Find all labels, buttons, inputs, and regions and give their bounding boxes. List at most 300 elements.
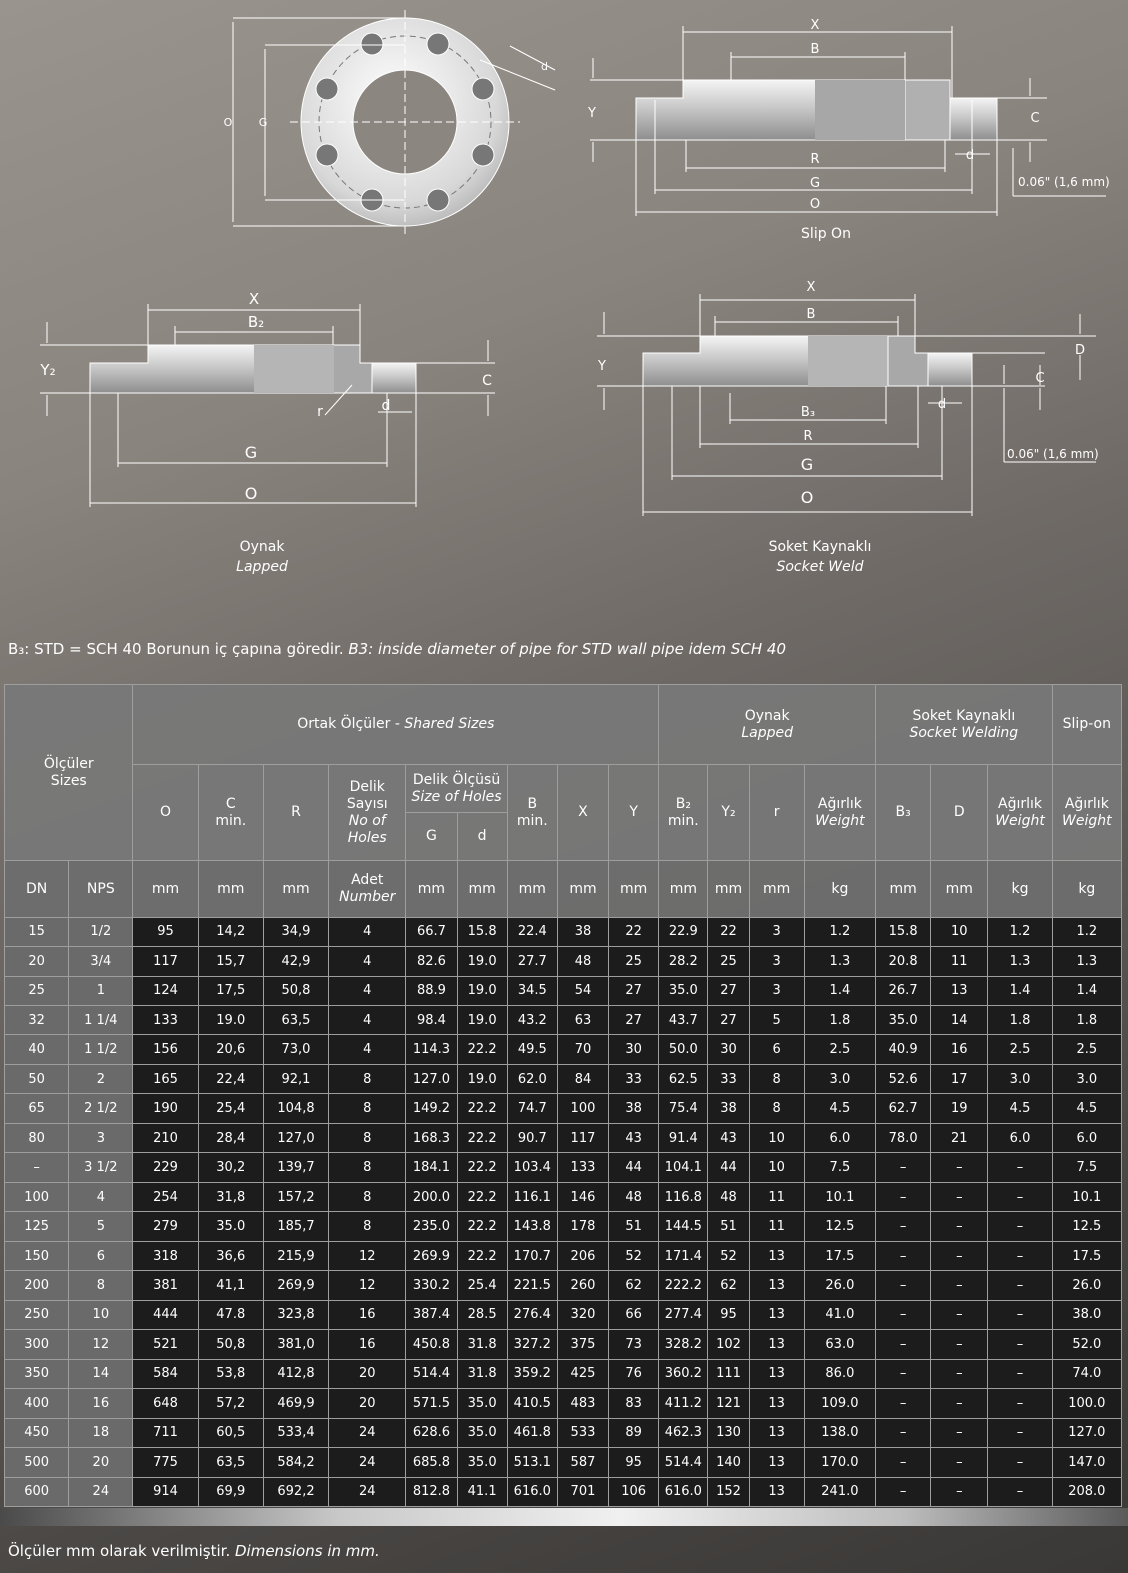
- table-cell: 8: [329, 1094, 406, 1123]
- col-D: [931, 765, 988, 861]
- table-cell: 66: [609, 1300, 659, 1329]
- table-cell: 13: [749, 1271, 804, 1300]
- front-view: [233, 10, 555, 236]
- table-cell: 11: [931, 947, 988, 976]
- table-cell: 38: [708, 1094, 749, 1123]
- table-cell: –: [931, 1153, 988, 1182]
- table-cell: –: [988, 1448, 1052, 1477]
- table-cell: 130: [708, 1418, 749, 1447]
- table-cell: 450: [5, 1418, 69, 1447]
- table-cell: 22.2: [457, 1035, 507, 1064]
- table-cell: 4.5: [1052, 1094, 1121, 1123]
- table-cell: 279: [133, 1212, 198, 1241]
- table-cell: –: [988, 1212, 1052, 1241]
- table-cell: 13: [749, 1389, 804, 1418]
- table-cell: 63,5: [198, 1448, 263, 1477]
- table-cell: 15,7: [198, 947, 263, 976]
- unit-label: Adet: [351, 872, 384, 889]
- table-cell: 628.6: [406, 1418, 457, 1447]
- table-cell: 52: [609, 1241, 659, 1270]
- table-cell: 3: [69, 1123, 133, 1152]
- table-cell: 6: [749, 1035, 804, 1064]
- table-cell: –: [931, 1182, 988, 1211]
- table-cell: 22.2: [457, 1182, 507, 1211]
- table-cell: 50,8: [263, 976, 328, 1005]
- table-cell: 584: [133, 1359, 198, 1388]
- lapped-label-X: X: [248, 290, 260, 308]
- unit-cell: [931, 861, 988, 917]
- col-X: [557, 765, 608, 861]
- table-cell: 17: [931, 1064, 988, 1093]
- table-cell: 8: [329, 1182, 406, 1211]
- table-cell: 47.8: [198, 1300, 263, 1329]
- col-G: [406, 813, 457, 861]
- table-cell: 6.0: [804, 1123, 875, 1152]
- socket-caption-tr: Soket Kaynaklı: [768, 539, 872, 555]
- table-cell: 69,9: [198, 1477, 263, 1506]
- col-R-label: R: [291, 804, 301, 821]
- col-d: [457, 813, 507, 861]
- table-cell: 22.4: [507, 917, 557, 946]
- unit-cell: [708, 861, 749, 917]
- table-cell: –: [931, 1300, 988, 1329]
- table-cell: 95: [133, 917, 198, 946]
- lapped-label-O: O: [244, 484, 258, 503]
- slip-on-label-X: X: [810, 18, 820, 33]
- unit-label: mm: [217, 880, 245, 897]
- table-cell: 222.2: [659, 1271, 708, 1300]
- table-cell: 775: [133, 1448, 198, 1477]
- table-cell: 13: [931, 976, 988, 1005]
- col-G-label: G: [426, 828, 437, 845]
- table-cell: 90.7: [507, 1123, 557, 1152]
- table-cell: 300: [5, 1330, 69, 1359]
- table-cell: –: [988, 1330, 1052, 1359]
- table-cell: 22: [708, 917, 749, 946]
- table-row: [5, 947, 1122, 976]
- table-cell: 3 1/2: [69, 1153, 133, 1182]
- table-cell: 1.2: [988, 917, 1052, 946]
- table-cell: 41,1: [198, 1271, 263, 1300]
- table-cell: 25,4: [198, 1094, 263, 1123]
- lapped-caption-en: Lapped: [236, 559, 288, 575]
- table-cell: 6.0: [1052, 1123, 1121, 1152]
- table-cell: 38: [557, 917, 608, 946]
- table-cell: 8: [329, 1153, 406, 1182]
- table-cell: 22.2: [457, 1094, 507, 1123]
- table-cell: 41.0: [804, 1300, 875, 1329]
- socket-caption: [750, 537, 890, 577]
- table-cell: 12.5: [1052, 1212, 1121, 1241]
- col-wt3-tr: Ağırlık: [1064, 795, 1109, 812]
- table-cell: 63,5: [263, 1006, 328, 1035]
- table-cell: 16: [931, 1035, 988, 1064]
- table-cell: 10: [749, 1123, 804, 1152]
- table-cell: 30,2: [198, 1153, 263, 1182]
- table-row: [5, 1123, 1122, 1152]
- table-cell: 19.0: [198, 1006, 263, 1035]
- table-cell: 60,5: [198, 1418, 263, 1447]
- table-cell: –: [876, 1359, 931, 1388]
- table-cell: 514.4: [406, 1359, 457, 1388]
- table-cell: 2.5: [804, 1035, 875, 1064]
- table-cell: 65: [5, 1094, 69, 1123]
- table-cell: 5: [749, 1006, 804, 1035]
- table-cell: 24: [69, 1477, 133, 1506]
- table-cell: 469,9: [263, 1389, 328, 1418]
- table-cell: 16: [69, 1389, 133, 1418]
- table-cell: 462.3: [659, 1418, 708, 1447]
- table-cell: –: [5, 1153, 69, 1182]
- col-Y: [609, 765, 659, 861]
- table-cell: 19.0: [457, 1064, 507, 1093]
- table-cell: 75.4: [659, 1094, 708, 1123]
- table-cell: 250: [5, 1300, 69, 1329]
- table-cell: 133: [557, 1153, 608, 1182]
- table-cell: 44: [609, 1153, 659, 1182]
- table-cell: 483: [557, 1389, 608, 1418]
- table-cell: –: [988, 1389, 1052, 1418]
- table-cell: 571.5: [406, 1389, 457, 1418]
- table-cell: 27: [609, 1006, 659, 1035]
- table-cell: –: [931, 1389, 988, 1418]
- table-cell: 2: [69, 1064, 133, 1093]
- table-cell: 89: [609, 1418, 659, 1447]
- lapped-header-tr: Oynak: [744, 707, 790, 724]
- table-cell: 76: [609, 1359, 659, 1388]
- slip-on-label-G: G: [809, 176, 821, 191]
- slip-on-label-C: C: [1030, 111, 1040, 126]
- table-cell: 323,8: [263, 1300, 328, 1329]
- table-cell: 4: [69, 1182, 133, 1211]
- unit-number-label: Number: [339, 889, 396, 906]
- table-cell: 513.1: [507, 1448, 557, 1477]
- table-cell: 103.4: [507, 1153, 557, 1182]
- footer-tr: Ölçüler mm olarak verilmiştir.: [8, 1542, 231, 1560]
- table-cell: 328.2: [659, 1330, 708, 1359]
- table-cell: 20: [329, 1359, 406, 1388]
- header-row-groups: [5, 685, 1122, 765]
- table-cell: 1.4: [804, 976, 875, 1005]
- col-O: [133, 765, 198, 861]
- table-cell: 400: [5, 1389, 69, 1418]
- table-row: [5, 1212, 1122, 1241]
- table-row: [5, 1241, 1122, 1270]
- table-cell: 22.2: [457, 1123, 507, 1152]
- table-row: [5, 1006, 1122, 1035]
- slipon-header: [1052, 685, 1121, 765]
- unit-label: mm: [714, 880, 743, 897]
- front-label-O: O: [223, 116, 233, 129]
- col-Y-label: Y: [629, 804, 638, 821]
- table-cell: 57,2: [198, 1389, 263, 1418]
- table-cell: 82.6: [406, 947, 457, 976]
- table-cell: 20,6: [198, 1035, 263, 1064]
- table-cell: 200.0: [406, 1182, 457, 1211]
- table-cell: 2 1/2: [69, 1094, 133, 1123]
- table-cell: –: [876, 1212, 931, 1241]
- table-row: [5, 1271, 1122, 1300]
- lapped-label-r: r: [317, 404, 323, 420]
- col-holes: [329, 765, 406, 861]
- table-cell: –: [876, 1241, 931, 1270]
- table-cell: 1.3: [1052, 947, 1121, 976]
- table-cell: 3/4: [69, 947, 133, 976]
- socket-label-R: R: [803, 429, 813, 444]
- socket-label-d: d: [937, 397, 947, 412]
- socket-label-Y: Y: [598, 359, 606, 374]
- table-row: [5, 1300, 1122, 1329]
- table-cell: 22.2: [457, 1153, 507, 1182]
- unit-label: mm: [569, 880, 597, 897]
- table-cell: 26.0: [1052, 1271, 1121, 1300]
- col-Y2: [708, 765, 749, 861]
- unit-cell: [804, 861, 875, 917]
- table-row: [5, 1094, 1122, 1123]
- shared-header-tr: Ortak Ölçüler -: [297, 716, 405, 733]
- table-cell: –: [876, 1330, 931, 1359]
- table-cell: 1.8: [804, 1006, 875, 1035]
- table-cell: 35.0: [659, 976, 708, 1005]
- table-cell: 269,9: [263, 1271, 328, 1300]
- unit-cell: [406, 861, 457, 917]
- slipon-header-label: Slip-on: [1062, 716, 1111, 733]
- table-cell: 8: [749, 1094, 804, 1123]
- table-cell: 73,0: [263, 1035, 328, 1064]
- table-cell: 43: [609, 1123, 659, 1152]
- table-cell: 2.5: [1052, 1035, 1121, 1064]
- unit-cell: [507, 861, 557, 917]
- table-cell: 13: [749, 1418, 804, 1447]
- table-cell: 13: [749, 1330, 804, 1359]
- table-cell: 139,7: [263, 1153, 328, 1182]
- table-cell: 25: [708, 947, 749, 976]
- table-cell: –: [876, 1389, 931, 1418]
- table-cell: 25: [5, 976, 69, 1005]
- table-cell: 100: [5, 1182, 69, 1211]
- table-cell: 210: [133, 1123, 198, 1152]
- table-cell: 26.7: [876, 976, 931, 1005]
- table-cell: 104,8: [263, 1094, 328, 1123]
- slip-on-label-B: B: [810, 42, 820, 57]
- unit-label: mm: [763, 880, 791, 897]
- table-cell: 138.0: [804, 1418, 875, 1447]
- table-cell: 411.2: [659, 1389, 708, 1418]
- socket-header-en: Socket Welding: [909, 724, 1019, 741]
- table-cell: 701: [557, 1477, 608, 1506]
- col-B3-label: B₃: [895, 804, 911, 821]
- table-cell: –: [988, 1418, 1052, 1447]
- table-cell: 117: [133, 947, 198, 976]
- table-cell: 269.9: [406, 1241, 457, 1270]
- table-cell: 143.8: [507, 1212, 557, 1241]
- table-cell: 12: [329, 1271, 406, 1300]
- table-cell: 24: [329, 1418, 406, 1447]
- front-label-G: G: [258, 116, 268, 129]
- table-cell: 124: [133, 976, 198, 1005]
- table-cell: 31,8: [198, 1182, 263, 1211]
- table-cell: 241.0: [804, 1477, 875, 1506]
- table-cell: 10.1: [1052, 1182, 1121, 1211]
- table-cell: 35.0: [457, 1418, 507, 1447]
- lapped-caption: [200, 537, 324, 577]
- table-cell: 62.5: [659, 1064, 708, 1093]
- table-cell: 35.0: [198, 1212, 263, 1241]
- table-cell: 318: [133, 1241, 198, 1270]
- table-cell: 2.5: [988, 1035, 1052, 1064]
- table-cell: 17.5: [1052, 1241, 1121, 1270]
- table-cell: 648: [133, 1389, 198, 1418]
- table-cell: 425: [557, 1359, 608, 1388]
- table-cell: 320: [557, 1300, 608, 1329]
- table-cell: 1.4: [988, 976, 1052, 1005]
- col-hsize-en: Size of Holes: [411, 788, 502, 805]
- slip-on-label-O: O: [809, 197, 821, 212]
- table-cell: 20: [69, 1448, 133, 1477]
- table-cell: 27.7: [507, 947, 557, 976]
- table-cell: 1/2: [69, 917, 133, 946]
- table-cell: 16: [329, 1300, 406, 1329]
- unit-cell: [5, 861, 69, 917]
- table-cell: 52.0: [1052, 1330, 1121, 1359]
- table-cell: 35.0: [457, 1389, 507, 1418]
- table-cell: 28.2: [659, 947, 708, 976]
- table-cell: 100: [557, 1094, 608, 1123]
- unit-label: mm: [669, 880, 697, 897]
- table-cell: 25: [609, 947, 659, 976]
- table-cell: 127,0: [263, 1123, 328, 1152]
- unit-cell: [457, 861, 507, 917]
- table-cell: 10: [69, 1300, 133, 1329]
- table-row: [5, 1330, 1122, 1359]
- table-cell: –: [931, 1448, 988, 1477]
- table-cell: 20.8: [876, 947, 931, 976]
- col-wt-en: Weight: [815, 812, 865, 829]
- table-cell: 98.4: [406, 1006, 457, 1035]
- unit-cell: [557, 861, 608, 917]
- unit-cell: [876, 861, 931, 917]
- table-row: [5, 1153, 1122, 1182]
- table-cell: 157,2: [263, 1182, 328, 1211]
- table-cell: –: [988, 1182, 1052, 1211]
- table-row: [5, 1182, 1122, 1211]
- table-cell: 7.5: [804, 1153, 875, 1182]
- lapped-header: [659, 685, 876, 765]
- socket-header: [876, 685, 1053, 765]
- table-cell: 10: [749, 1153, 804, 1182]
- table-cell: 127.0: [1052, 1418, 1121, 1447]
- units-row: [5, 861, 1122, 917]
- table-cell: 412,8: [263, 1359, 328, 1388]
- slip-on-label-R: R: [810, 152, 820, 167]
- table-cell: 19.0: [457, 1006, 507, 1035]
- table-cell: 52: [708, 1241, 749, 1270]
- table-cell: 521: [133, 1330, 198, 1359]
- table-cell: 34.5: [507, 976, 557, 1005]
- table-cell: 48: [557, 947, 608, 976]
- table-cell: 616.0: [659, 1477, 708, 1506]
- table-cell: 95: [609, 1448, 659, 1477]
- table-cell: 387.4: [406, 1300, 457, 1329]
- unit-label: kg: [1011, 880, 1029, 897]
- table-cell: 533,4: [263, 1418, 328, 1447]
- table-cell: –: [876, 1182, 931, 1211]
- table-cell: 40.9: [876, 1035, 931, 1064]
- socket-gap-label: 0.06" (1,6 mm): [1007, 447, 1099, 461]
- col-D-label: D: [953, 804, 965, 821]
- table-cell: –: [931, 1418, 988, 1447]
- unit-label: mm: [151, 880, 180, 897]
- table-cell: 215,9: [263, 1241, 328, 1270]
- dimensions-table: [4, 684, 1122, 1507]
- table-cell: 450.8: [406, 1330, 457, 1359]
- table-cell: 22.9: [659, 917, 708, 946]
- col-O-label: O: [160, 804, 172, 821]
- table-cell: 22,4: [198, 1064, 263, 1093]
- table-cell: 812.8: [406, 1477, 457, 1506]
- lapped-label-C: C: [482, 373, 492, 389]
- table-cell: 15.8: [876, 917, 931, 946]
- table-cell: 685.8: [406, 1448, 457, 1477]
- table-cell: 84: [557, 1064, 608, 1093]
- table-cell: 50: [5, 1064, 69, 1093]
- col-wt2-tr: Ağırlık: [998, 795, 1043, 812]
- table-cell: 711: [133, 1418, 198, 1447]
- table-cell: –: [988, 1359, 1052, 1388]
- col-B-label: B: [527, 795, 538, 812]
- table-cell: 360.2: [659, 1359, 708, 1388]
- lapped-label-d: d: [381, 398, 391, 414]
- table-cell: 27: [609, 976, 659, 1005]
- table-cell: –: [931, 1477, 988, 1506]
- table-cell: 13: [749, 1241, 804, 1270]
- table-cell: 4: [329, 947, 406, 976]
- table-cell: 171.4: [659, 1241, 708, 1270]
- table-cell: 20: [329, 1389, 406, 1418]
- table-cell: 74.0: [1052, 1359, 1121, 1388]
- socket-label-B3: B₃: [800, 405, 816, 420]
- table-cell: 152: [708, 1477, 749, 1506]
- shared-header-en: Shared Sizes: [404, 716, 495, 733]
- table-cell: 4: [329, 1035, 406, 1064]
- lapped-label-Y2: Y₂: [40, 361, 56, 379]
- table-cell: –: [931, 1241, 988, 1270]
- unit-label: mm: [468, 880, 496, 897]
- table-cell: 17,5: [198, 976, 263, 1005]
- table-cell: 86.0: [804, 1359, 875, 1388]
- table-cell: 33: [708, 1064, 749, 1093]
- table-cell: 1.8: [1052, 1006, 1121, 1035]
- slip-on-caption: Slip On: [801, 226, 851, 242]
- table-cell: 147.0: [1052, 1448, 1121, 1477]
- table-cell: 106: [609, 1477, 659, 1506]
- table-cell: 30: [708, 1035, 749, 1064]
- table-cell: 32: [5, 1006, 69, 1035]
- table-cell: 3.0: [988, 1064, 1052, 1093]
- table-cell: 170.7: [507, 1241, 557, 1270]
- table-cell: 11: [749, 1182, 804, 1211]
- unit-label: NPS: [86, 880, 115, 897]
- col-C-label: C: [225, 795, 236, 812]
- table-cell: 73: [609, 1330, 659, 1359]
- table-cell: 70: [557, 1035, 608, 1064]
- table-cell: 117: [557, 1123, 608, 1152]
- table-cell: 12: [329, 1241, 406, 1270]
- unit-label: mm: [518, 880, 546, 897]
- table-cell: –: [988, 1241, 1052, 1270]
- socket-caption-en: Socket Weld: [776, 559, 864, 575]
- unit-cell: [659, 861, 708, 917]
